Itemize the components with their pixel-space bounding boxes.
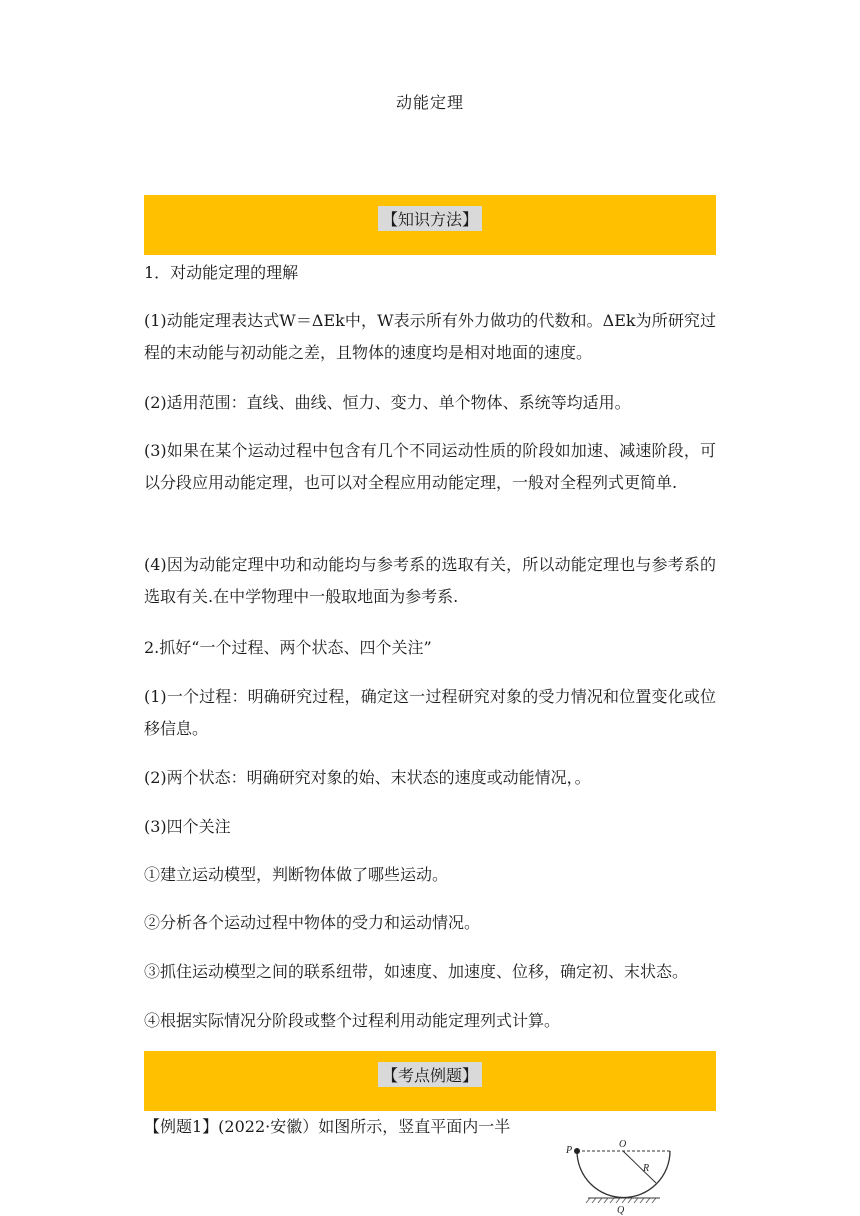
paragraph: (2)适用范围：直线、曲线、恒力、变力、单个物体、系统等均适用。	[144, 393, 631, 412]
paragraph: (3)四个关注	[144, 817, 231, 836]
radius-line	[623, 1151, 656, 1183]
paragraph: 2.抓好“一个过程、两个状态、四个关注”	[144, 638, 432, 657]
semicircle-track-figure	[560, 1136, 680, 1216]
paragraph: ④根据实际情况分阶段或整个过程利用动能定理列式计算。	[144, 1011, 561, 1030]
section-banner-knowledge	[144, 195, 716, 255]
label-r: R	[643, 1163, 650, 1174]
paragraph: 1．对动能定理的理解	[144, 263, 299, 282]
paragraph: ③抓住运动模型之间的联系纽带，如速度、加速度、位移，确定初、末状态。	[144, 962, 689, 981]
section-banner-examples	[144, 1051, 716, 1111]
paragraph: (4)因为动能定理中功和动能均与参考系的选取有关，所以动能定理也与参考系的选取有关.在中学物理中一般取地面为参考系.	[144, 555, 716, 606]
label-o: O	[619, 1139, 627, 1150]
paragraph: ②分析各个运动过程中物体的受力和运动情况。	[144, 913, 481, 932]
paragraph: (3)如果在某个运动过程中包含有几个不同运动性质的阶段如加速、减速阶段，可以分段应用动能定理，也可以对全程应用动能定理，一般对全程列式更简单.	[144, 441, 716, 492]
semicircle-track	[577, 1151, 670, 1198]
paragraph: (1)动能定理表达式W＝ΔEk中，W表示所有外力做功的代数和。ΔEk为所研究过程的末动能与初动能之差，且物体的速度均是相对地面的速度。	[144, 311, 716, 362]
paragraph: (1)一个过程：明确研究过程，确定这一过程研究对象的受力情况和位置变化或位移信息。	[144, 687, 716, 738]
section-label-knowledge: 【知识方法】	[378, 206, 482, 231]
document-title: 动能定理	[395, 93, 464, 112]
example-question-text: 【例题1】(2022·安徽）如图所示，竖直平面内一半	[144, 1117, 511, 1136]
paragraph: (2)两个状态：明确研究对象的始、末状态的速度或动能情况，。	[144, 768, 591, 787]
label-p: P	[566, 1145, 573, 1156]
paragraph: ①建立运动模型，判断物体做了哪些运动。	[144, 865, 449, 884]
label-q: Q	[617, 1205, 625, 1216]
section-label-examples: 【考点例题】	[378, 1062, 482, 1087]
point-p-marker	[574, 1148, 580, 1154]
ground-hatching	[586, 1198, 656, 1203]
